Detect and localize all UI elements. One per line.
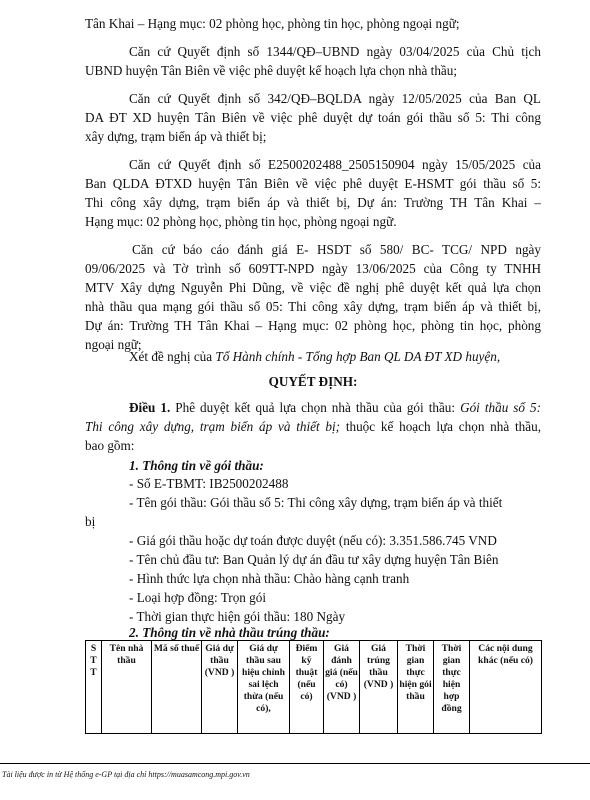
table-header-row <box>86 641 542 734</box>
proposal-unit: Tổ Hành chính - Tổng hợp Ban QL DA ĐT XD huyện, <box>215 349 501 364</box>
col-header-evaluated-price: Giá đánh giá (nếu có) (VND ) <box>324 641 360 734</box>
package-info-item: - Số E-TBMT: IB2500202488 <box>129 476 289 491</box>
article-1-line-3: bao gồm: <box>85 438 135 453</box>
paragraph-line: nhà thầu qua mạng gói thầu số 05: Thi công xây dựng, trạm biến áp và thiết bị, <box>85 299 541 314</box>
article-1-text-2: thuộc kế hoạch lựa chọn nhà thầu, <box>340 419 541 434</box>
col-header-tax-code: Mã số thuế <box>152 641 202 734</box>
paragraph-line: Căn cứ Quyết định số 1344/QĐ–UBND ngày 03/04/2025 của Chủ tịch <box>129 44 541 59</box>
paragraph-line: xây dựng, trạm biến áp và thiết bị; <box>85 129 267 144</box>
col-header-package-duration: Thời gian thực hiện gói thầu <box>398 641 434 734</box>
col-header-technical-score: Điểm kỹ thuật (nếu có) <box>290 641 324 734</box>
paragraph-line: Hạng mục: 02 phòng học, phòng tin học, phòng ngoại ngữ. <box>85 214 397 229</box>
footer-divider <box>0 763 590 764</box>
paragraph-line: Căn cứ Quyết định số E2500202488_2505150904 ngày 15/05/2025 của <box>129 157 541 172</box>
article-1-text: Phê duyệt kết quả lựa chọn nhà thầu của gói thầu: <box>170 400 461 415</box>
contractor-table <box>85 640 542 734</box>
col-header-bid-price: Giá dự thầu (VND ) <box>202 641 238 734</box>
paragraph-line: 09/06/2025 và Tờ trình số 609TT-NPD ngày 13/06/2025 của Công ty TNHH <box>85 261 541 276</box>
decision-title: QUYẾT ĐỊNH: <box>268 374 358 389</box>
paragraph-line: Tân Khai – Hạng mục: 02 phòng học, phòng tin học, phòng ngoại ngữ; <box>85 16 460 31</box>
col-header-other-content: Các nội dung khác (nếu có) <box>470 641 542 734</box>
col-header-stt: S T T <box>86 641 102 734</box>
package-info-item: - Giá gói thầu hoặc dự toán được duyệt (nếu có): 3.351.586.745 VND <box>129 533 497 548</box>
section-1-heading: 1. Thông tin về gói thầu: <box>129 458 264 473</box>
col-header-adjusted-price: Giá dự thầu sau hiệu chỉnh sai lệch thừa (nếu có), <box>238 641 290 734</box>
paragraph-line: Căn cứ Quyết định số 342/QĐ–BQLDA ngày 12/05/2025 của Ban QL <box>129 91 541 106</box>
paragraph-line: DA ĐT XD huyện Tân Biên về việc phê duyệt dự toán gói thầu số 5: Thi công <box>85 110 541 125</box>
footer-note: Tài liệu được in từ Hệ thống e-GP tại địa chỉ https://muasamcong.mpi.gov.vn <box>2 770 250 779</box>
article-1-label: Điều 1. <box>129 400 171 415</box>
article-1-package: Gói thầu số 5: <box>460 400 541 415</box>
article-1-line-2 <box>85 419 541 435</box>
col-header-contract-duration: Thời gian thực hiện hợp đồng <box>434 641 470 734</box>
proposal-line <box>129 349 500 365</box>
paragraph-line: ngoại ngữ; <box>85 337 142 352</box>
package-info-item: - Thời gian thực hiện gói thầu: 180 Ngày <box>129 609 346 624</box>
paragraph-line: Thi công xây dựng, trạm biến áp và thiết bị, Dự án: Trường TH Tân Khai – <box>85 195 541 210</box>
article-1-line-1 <box>129 400 541 416</box>
package-info-item: - Loại hợp đồng: Trọn gói <box>129 590 267 605</box>
article-1-package-name: Thi công xây dựng, trạm biến áp và thiết bị; <box>85 419 341 434</box>
paragraph-line: MTV Xây dựng Nguyễn Phi Dũng, về việc đề nghị phê duyệt kết quả lựa chọn <box>85 280 541 295</box>
paragraph-line: Dự án: Trường TH Tân Khai – Hạng mục: 02 phòng học, phòng tin học, phòng <box>85 318 541 333</box>
package-info-item: - Hình thức lựa chọn nhà thầu: Chào hàng cạnh tranh <box>129 571 410 586</box>
col-header-winning-price: Giá trúng thầu (VND ) <box>360 641 398 734</box>
package-info-item: - Tên gói thầu: Gói thầu số 5: Thi công xây dựng, trạm biến áp và thiết <box>129 495 503 510</box>
paragraph-line: Căn cứ báo cáo đánh giá E- HSDT số 580/ BC- TCG/ NPD ngày <box>132 242 541 257</box>
paragraph-line: Ban QLDA ĐTXD huyện Tân Biên về việc phê duyệt E-HSMT gói thầu số 5: <box>85 176 541 191</box>
package-info-item: bị <box>85 514 96 529</box>
section-2-heading: 2. Thông tin về nhà thầu trúng thầu: <box>129 625 330 640</box>
package-info-item: - Tên chủ đầu tư: Ban Quản lý dự án đầu tư xây dựng huyện Tân Biên <box>129 552 499 567</box>
proposal-prefix: Xét đề nghị của <box>129 349 216 364</box>
col-header-contractor-name: Tên nhà thầu <box>102 641 152 734</box>
paragraph-line: UBND huyện Tân Biên về việc phê duyệt kế hoạch lựa chọn nhà thầu; <box>85 63 458 78</box>
